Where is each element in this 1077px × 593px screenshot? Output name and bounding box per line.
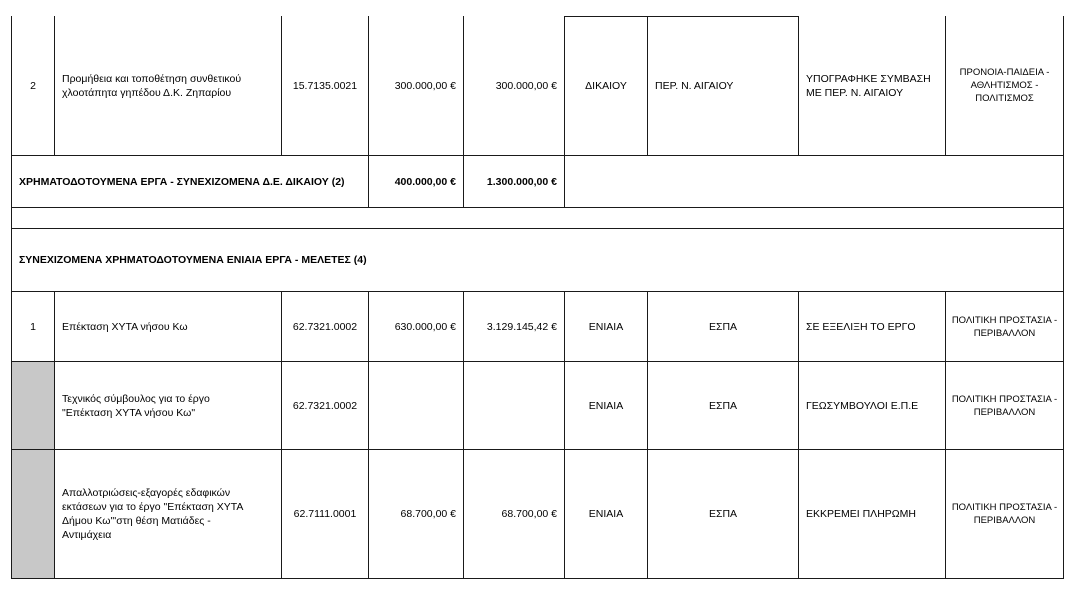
section-title: ΣΥΝΕΧΙΖΟΜΕΝΑ ΧΡΗΜΑΤΟΔΟΤΟΥΜΕΝΑ ΕΝΙΑΙΑ ΕΡΓΑ - ΜΕΛΕΤΕΣ (4) xyxy=(19,254,367,266)
budget-code: 62.7321.0002 xyxy=(292,399,358,412)
funding-source: ΕΝΙΑΙΑ xyxy=(588,320,624,333)
budget-year: 630.000,00 € xyxy=(394,320,456,333)
description-cell xyxy=(54,16,282,156)
program-cell xyxy=(647,291,799,362)
category-line: ΠΕΡΙΒΑΛΛΟΝ xyxy=(973,327,1036,339)
funding-program: ΕΣΠΑ xyxy=(708,320,738,333)
budget-total-cell xyxy=(463,449,565,579)
subtotal-total-cell xyxy=(463,155,565,208)
subtotal-label: ΧΡΗΜΑΤΟΔΟΤΟΥΜΕΝΑ ΕΡΓΑ - ΣΥΝΕΧΙΖΟΜΕΝΑ Δ.Ε. ΔΙΚΑΙΟΥ (2) xyxy=(19,175,345,188)
code-cell xyxy=(281,16,369,156)
budget-code: 15.7135.0021 xyxy=(292,79,358,92)
program-cell xyxy=(647,449,799,579)
subtotal-year-cell xyxy=(368,155,464,208)
category-cell xyxy=(945,291,1064,362)
description-line: Επέκταση ΧΥΤΑ νήσου Κω xyxy=(62,320,188,333)
category-line: ΑΘΛΗΤΙΣΜΟΣ - xyxy=(970,80,1039,91)
row-number-cell xyxy=(11,291,55,362)
description-line: εκτάσεων για το έργο "Επέκταση ΧΥΤΑ xyxy=(62,501,244,513)
code-cell xyxy=(281,449,369,579)
section-header xyxy=(11,228,1064,292)
description-line: χλοοτάπητα γηπέδου Δ.Κ. Ζηπαρίου xyxy=(62,86,232,99)
subtotal-total: 1.300.000,00 € xyxy=(486,175,557,188)
budget-year: 68.700,00 € xyxy=(400,508,456,520)
row-number-cell xyxy=(11,361,55,450)
code-cell xyxy=(281,291,369,362)
source-cell xyxy=(564,361,648,450)
category-cell xyxy=(945,361,1064,450)
status-line: ΓΕΩΣΥΜΒΟΥΛΟΙ Ε.Π.Ε xyxy=(806,399,919,412)
row-number-cell xyxy=(11,449,55,579)
source-cell xyxy=(564,291,648,362)
status-cell xyxy=(798,16,946,156)
category-line: ΠΕΡΙΒΑΛΛΟΝ xyxy=(973,406,1036,418)
status-cell xyxy=(798,449,946,579)
category-line: ΠΟΛΙΤΙΚΗ ΠΡΟΣΤΑΣΙΑ - xyxy=(951,314,1058,326)
description-line: Αντιμάχεια xyxy=(62,529,112,541)
category-cell xyxy=(945,16,1064,156)
funding-program: ΕΣΠΑ xyxy=(708,508,738,520)
source-cell xyxy=(564,16,648,156)
description-line: Τεχνικός σύμβουλος για το έργο xyxy=(62,392,210,405)
category-line: ΠΡΟΝΟΙΑ-ΠΑΙΔΕΙΑ - xyxy=(959,67,1050,78)
row-number: 2 xyxy=(30,79,36,92)
category-line: ΠΟΛΙΤΙΚΗ ΠΡΟΣΤΑΣΙΑ - xyxy=(951,502,1058,513)
row-number: 1 xyxy=(30,320,36,333)
funding-program: ΠΕΡ. Ν. ΑΙΓΑΙΟΥ xyxy=(655,80,734,92)
category-cell xyxy=(945,449,1064,579)
category-line: ΠΕΡΙΒΑΛΛΟΝ xyxy=(973,515,1036,526)
category-line: ΠΟΛΙΤΙΚΗ ΠΡΟΣΤΑΣΙΑ - xyxy=(951,393,1058,405)
budget-total-cell xyxy=(463,291,565,362)
description-cell xyxy=(54,361,282,450)
funding-source: ΔΙΚΑΙΟΥ xyxy=(585,80,627,92)
budget-total: 300.000,00 € xyxy=(495,79,557,92)
budget-total: 3.129.145,42 € xyxy=(486,320,557,333)
budget-total-cell xyxy=(463,16,565,156)
budget-year-cell xyxy=(368,361,464,450)
funding-source: ΕΝΙΑΙΑ xyxy=(588,399,624,412)
description-cell xyxy=(54,449,282,579)
status-line: ΣΕ ΕΞΕΛΙΞΗ ΤΟ ΕΡΓΟ xyxy=(806,320,916,333)
funding-program: ΕΣΠΑ xyxy=(708,399,738,412)
budget-year-cell xyxy=(368,291,464,362)
spacer-row xyxy=(11,207,1064,229)
budget-code: 62.7321.0002 xyxy=(292,320,358,333)
funding-source: ΕΝΙΑΙΑ xyxy=(588,508,624,520)
subtotal-label-cell xyxy=(11,155,369,208)
source-cell xyxy=(564,449,648,579)
budget-year-cell xyxy=(368,449,464,579)
status-line: ΥΠΟΓΡΑΦΗΚΕ ΣΥΜΒΑΣΗ xyxy=(806,72,931,85)
description-line: "Επέκταση ΧΥΤΑ νήσου Κω" xyxy=(62,406,196,419)
subtotal-year: 400.000,00 € xyxy=(394,175,456,188)
subtotal-empty-cell xyxy=(564,155,1064,208)
budget-total-cell xyxy=(463,361,565,450)
status-cell xyxy=(798,291,946,362)
status-cell xyxy=(798,361,946,450)
budget-year-cell xyxy=(368,16,464,156)
description-line: Προμήθεια και τοποθέτηση συνθετικού xyxy=(62,72,242,85)
program-cell xyxy=(647,361,799,450)
description-line: Απαλλοτριώσεις-εξαγορές εδαφικών xyxy=(62,487,231,499)
budget-year: 300.000,00 € xyxy=(394,79,456,92)
code-cell xyxy=(281,361,369,450)
description-line: Δήμου Κω"'στη θέση Ματιάδες - xyxy=(62,515,211,527)
budget-total: 68.700,00 € xyxy=(501,508,557,520)
status-line: ΕΚΚΡΕΜΕΙ ΠΛΗΡΩΜΗ xyxy=(806,508,916,520)
category-line: ΠΟΛΙΤΙΣΜΟΣ xyxy=(975,93,1034,104)
budget-code: 62.7111.0001 xyxy=(293,508,357,520)
description-cell xyxy=(54,291,282,362)
status-line: ΜΕ ΠΕΡ. Ν. ΑΙΓΑΙΟΥ xyxy=(806,86,904,99)
row-number-cell xyxy=(11,16,55,156)
program-cell xyxy=(647,16,799,156)
